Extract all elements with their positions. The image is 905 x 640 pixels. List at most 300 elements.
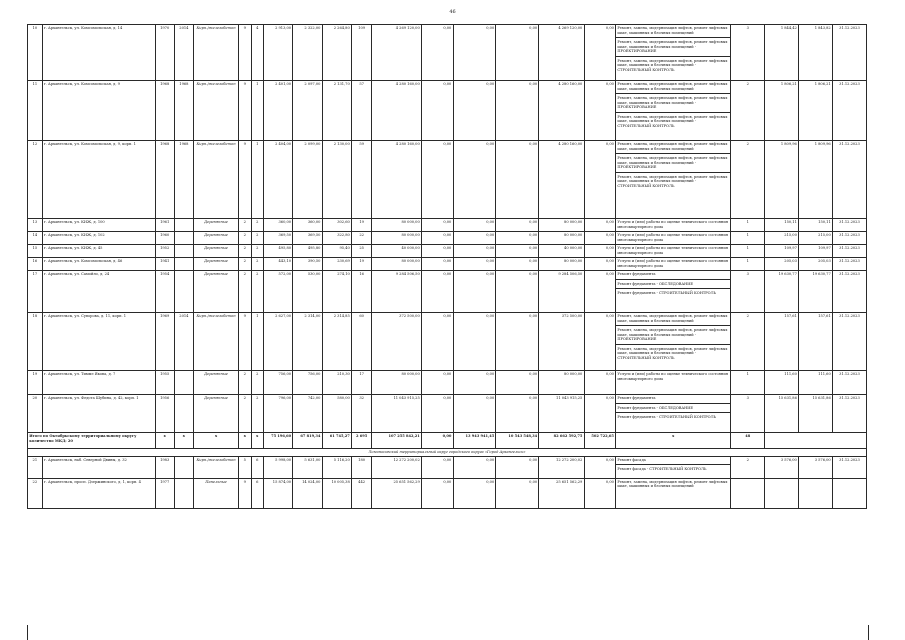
cell-p2: 215,00: [799, 232, 833, 245]
cell-y1: 1968: [155, 81, 174, 141]
cell-n: 57: [351, 81, 371, 141]
cell-own: 9 284 506,50: [539, 271, 584, 313]
work-item: Ремонт, замена, модернизация лифтов, ремонт лифтовых шахт, машинных и блочных помещений: [617, 142, 728, 151]
cell-fl: 9: [239, 313, 251, 371]
cell-a1: 2 404,00: [263, 141, 292, 219]
cell-y2: [174, 478, 193, 508]
cell-y2: 1968: [174, 81, 193, 141]
cell-fl: 9: [239, 478, 251, 508]
total-own: 82 662 592,75: [539, 433, 584, 449]
cell-a1: 5 998,00: [263, 456, 292, 478]
cell-y2: [174, 271, 193, 313]
cell-y2: 2014: [174, 313, 193, 371]
cell-z1: 0,00: [421, 81, 453, 141]
total-dash: x: [251, 433, 263, 449]
cell-y1: 1956: [155, 395, 174, 433]
cell-z2: 0,00: [453, 371, 496, 395]
cell-y1: 1955: [155, 371, 174, 395]
cell-no: 14: [28, 232, 43, 245]
cell-n: 180: [351, 456, 371, 478]
cell-z3: 0,00: [496, 81, 539, 141]
cell-cost: 80 000,00: [372, 258, 422, 271]
work-item: Ремонт, замена, модернизация лифтов, ремонт лифтовых шахт, машинных и блочных помещений - ПРОЕКТИРОВАНИЕ: [616, 325, 730, 342]
cell-y1: 1941: [155, 258, 174, 271]
total-empty: [765, 433, 867, 449]
cell-cost: 80 000,00: [372, 371, 422, 395]
total-z1: 0,00: [421, 433, 453, 449]
cell-no: 19: [28, 371, 43, 395]
cell-works: [616, 141, 731, 219]
cell-z3: 0,00: [496, 141, 539, 219]
work-item: Ремонт, замена, модернизация лифтов, ремонт лифтовых шахт, машинных и блочных помещений - СТРОИТЕЛЬНЫЙ КОНТРОЛЬ: [616, 344, 730, 361]
cell-mat: Деревянные: [193, 232, 238, 245]
cell-en: 2: [251, 371, 263, 395]
cell-a3: 2 264,80: [322, 25, 351, 81]
cell-a2: 390,50: [293, 258, 322, 271]
cell-addr: г. Архангельск, ул. КИЖ, д. 102: [42, 232, 155, 245]
cell-date: 31.12.2023: [832, 245, 866, 258]
work-item: Ремонт фундамента - ОБСЛЕДОВАНИЕ: [616, 403, 730, 411]
cell-a2: 14 024,00: [293, 478, 322, 508]
cell-k: 1: [731, 258, 765, 271]
cell-addr: г. Архангельск, ул. КИЖ, д. 100: [42, 219, 155, 232]
cell-cost: 25 651 562,29: [372, 478, 422, 508]
cell-a3: 10 005,38: [322, 478, 351, 508]
cell-addr: г. Архангельск, ул. Комсомольская, д. 14: [42, 25, 155, 81]
cell-no: 16: [28, 258, 43, 271]
cell-a2: 530,00: [293, 271, 322, 313]
cell-k: 3: [731, 271, 765, 313]
cell-mat: Деревянные: [193, 245, 238, 258]
cell-a3: 322,80: [322, 232, 351, 245]
cell-n: 25: [351, 245, 371, 258]
cell-no: 21: [28, 456, 43, 478]
work-item: Ремонт фасада: [617, 457, 646, 462]
work-item: Услуги и (или) работы по оценке технического состояния многоквартирного дома: [617, 372, 728, 381]
cell-p2: 157,61: [799, 313, 833, 371]
table-row: [28, 25, 867, 81]
cell-date: 31.12.2023: [832, 456, 866, 478]
cell-en: 4: [251, 25, 263, 81]
cell-own: 12 272 200,02: [539, 456, 584, 478]
cell-z3: 0,00: [496, 25, 539, 81]
cell-k: 1: [731, 245, 765, 258]
cell-works: [616, 25, 731, 81]
cell-z1: 0,00: [421, 25, 453, 81]
district-header: Ломоносовский территориальный округ городского округа «Город Архангельск»: [28, 449, 867, 457]
cell-n: 109: [351, 25, 371, 81]
cell-addr: г. Архангельск, ул. КИЖ, д. 45: [42, 245, 155, 258]
cell-a3: 210,30: [322, 371, 351, 395]
cell-z1: 0,00: [421, 245, 453, 258]
cell-z2: 0,00: [453, 258, 496, 271]
cell-z4: 0,00: [584, 219, 616, 232]
total-a2: 67 819,34: [293, 433, 322, 449]
cell-works: [616, 478, 731, 508]
cell-a2: 2 097,00: [293, 81, 322, 141]
district-header-row: [28, 449, 867, 457]
cell-z1: 0,00: [421, 219, 453, 232]
cell-mat: Деревянные: [193, 219, 238, 232]
cell-k: 2: [731, 313, 765, 371]
cell-y2: [174, 245, 193, 258]
cell-z3: 0,00: [496, 313, 539, 371]
cell-a3: 230,69: [322, 258, 351, 271]
cell-addr: г. Архангельск, ул. Самойло, д. 24: [42, 271, 155, 313]
cell-p2: 1 843,82: [799, 25, 833, 81]
cell-addr: г. Архангельск, ул. Комсомольская, д. 9: [42, 81, 155, 141]
cell-cost: 80 000,00: [372, 232, 422, 245]
cell-mat: Кирп./железобетон: [193, 456, 238, 478]
cell-date: 31.12.2023: [832, 219, 866, 232]
cell-k: [731, 478, 765, 508]
cell-z4: 0,00: [584, 371, 616, 395]
cell-z1: 0,00: [421, 141, 453, 219]
cell-z1: 0,00: [421, 371, 453, 395]
cell-k: 3: [731, 25, 765, 81]
cell-a3: 2 130,00: [322, 141, 351, 219]
work-item: Ремонт, замена, модернизация лифтов, ремонт лифтовых шахт, машинных и блочных помещений: [617, 314, 728, 323]
cell-a1: 443,10: [263, 258, 292, 271]
cell-y1: 1977: [155, 478, 174, 508]
cell-p1: 19 630,77: [765, 271, 799, 313]
cell-y2: [174, 395, 193, 433]
cell-en: 2: [251, 271, 263, 313]
cell-z1: 0,00: [421, 258, 453, 271]
work-item: Ремонт фундамента: [617, 272, 656, 276]
cell-z4: 0,00: [584, 25, 616, 81]
cell-addr: г. Архангельск, ул. Суворова, д. 11, корп. 1: [42, 313, 155, 371]
cell-p1: 1 844,42: [765, 25, 799, 81]
cell-mat: Кирп./железобетон: [193, 81, 238, 141]
cell-addr: г. Архангельск, ул. Тимме Якова, д. 7: [42, 371, 155, 395]
cell-own: 4 280 160,00: [539, 81, 584, 141]
cell-no: 22: [28, 478, 43, 508]
cell-date: 31.12.2023: [832, 395, 866, 433]
cell-a3: 302,60: [322, 219, 351, 232]
table-row: [28, 219, 867, 232]
cell-cost: 4 269 120,00: [372, 25, 422, 81]
cell-n: 60: [351, 313, 371, 371]
cell-own: 40 000,00: [539, 245, 584, 258]
cell-p1: 1 806,21: [765, 81, 799, 141]
cell-p2: 19 630,77: [799, 271, 833, 313]
cell-y2: [174, 456, 193, 478]
cell-date: 31.12.2023: [832, 25, 866, 81]
cell-n: 19: [351, 219, 371, 232]
cell-a2: 360,00: [293, 219, 322, 232]
table-row: [28, 456, 867, 478]
work-item: Ремонт, замена, модернизация лифтов, ремонт лифтовых шахт, машинных и блочных помещений: [617, 26, 728, 35]
cell-z2: 0,00: [453, 245, 496, 258]
cell-n: 16: [351, 271, 371, 313]
cell-own: 11 043 915,25: [539, 395, 584, 433]
cell-own: 4 280 160,00: [539, 141, 584, 219]
cell-n: 442: [351, 478, 371, 508]
table-row: [28, 271, 867, 313]
cell-n: 22: [351, 232, 371, 245]
cell-mat: Панельные: [193, 478, 238, 508]
cell-z3: 0,00: [496, 271, 539, 313]
table-row: [28, 258, 867, 271]
cell-cost: 11 043 915,25: [372, 395, 422, 433]
cell-z2: 0,00: [453, 478, 496, 508]
cell-a1: 572,00: [263, 271, 292, 313]
cell-z2: 0,00: [453, 141, 496, 219]
table-row: [28, 81, 867, 141]
cell-z4: 0,00: [584, 258, 616, 271]
cell-z1: 0,00: [421, 232, 453, 245]
cell-z3: 0,00: [496, 232, 539, 245]
cell-p2: 1 806,21: [799, 81, 833, 141]
work-item: Ремонт фундамента - ОБСЛЕДОВАНИЕ: [616, 279, 730, 287]
cell-a1: 2 913,00: [263, 25, 292, 81]
cell-no: 20: [28, 395, 43, 433]
cell-mat: Деревянные: [193, 395, 238, 433]
cell-en: 2: [251, 258, 263, 271]
table-row: [28, 478, 867, 508]
cell-en: 6: [251, 456, 263, 478]
table-row: [28, 395, 867, 433]
cell-z2: 0,00: [453, 271, 496, 313]
cell-z4: 0,00: [584, 395, 616, 433]
cell-fl: 2: [239, 232, 251, 245]
cell-z3: 0,00: [496, 245, 539, 258]
cell-y1: 1952: [155, 245, 174, 258]
cell-works: [616, 395, 731, 433]
cell-y1: 1969: [155, 313, 174, 371]
work-item: Ремонт, замена, модернизация лифтов, ремонт лифтовых шахт, машинных и блочных помещений - СТРОИТЕЛЬНЫЙ КОНТРОЛЬ: [616, 112, 730, 129]
cell-fl: 9: [239, 141, 251, 219]
total-z2: 13 943 941,45: [453, 433, 496, 449]
cell-en: 6: [251, 478, 263, 508]
total-z3: 10 543 548,34: [496, 433, 539, 449]
cell-a1: 495,80: [263, 245, 292, 258]
work-item: Услуги и (или) работы по оценке технического состояния многоквартирного дома: [617, 259, 728, 268]
cell-cost: 372 500,00: [372, 313, 422, 371]
total-dash: x: [239, 433, 251, 449]
cell-a3: 2 314,85: [322, 313, 351, 371]
cell-z1: 0,00: [421, 395, 453, 433]
cell-own: 80 000,00: [539, 219, 584, 232]
cell-a1: 796,00: [263, 395, 292, 433]
cell-own: 25 651 562,29: [539, 478, 584, 508]
cell-k: 1: [731, 371, 765, 395]
cell-y1: 1968: [155, 141, 174, 219]
cell-n: 59: [351, 141, 371, 219]
work-item: Ремонт, замена, модернизация лифтов, ремонт лифтовых шахт, машинных и блочных помещений - ПРОЕКТИРОВАНИЕ: [616, 37, 730, 54]
cell-addr: г. Архангельск, наб. Северной Двины, д. 32: [42, 456, 155, 478]
total-a1: 75 196,60: [263, 433, 292, 449]
cell-z3: 0,00: [496, 478, 539, 508]
cell-no: 11: [28, 81, 43, 141]
cell-no: 17: [28, 271, 43, 313]
cell-cost: 40 000,00: [372, 245, 422, 258]
cell-p1: 15 631,86: [765, 395, 799, 433]
cell-a2: 2 314,00: [293, 313, 322, 371]
total-z4: 502 722,65: [584, 433, 616, 449]
cell-fl: 2: [239, 371, 251, 395]
cell-date: 31.12.2023: [832, 313, 866, 371]
cell-a2: 2 099,00: [293, 141, 322, 219]
cell-k: 1: [731, 219, 765, 232]
cell-fl: 2: [239, 258, 251, 271]
cell-y1: 1954: [155, 271, 174, 313]
cell-z3: 0,00: [496, 371, 539, 395]
cell-a2: 495,80: [293, 245, 322, 258]
work-item: Ремонт, замена, модернизация лифтов, ремонт лифтовых шахт, машинных и блочных помещений: [617, 82, 728, 91]
total-works: x: [616, 433, 731, 449]
cell-p2: 15 631,86: [799, 395, 833, 433]
cell-z2: 0,00: [453, 232, 496, 245]
cell-n: 32: [351, 395, 371, 433]
cell-z4: 0,00: [584, 81, 616, 141]
cell-date: 31.12.2023: [832, 81, 866, 141]
cell-p1: 111,60: [765, 371, 799, 395]
cell-p2: 3 576,00: [799, 456, 833, 478]
cell-date: 31.12.2023: [832, 232, 866, 245]
cell-p1: 205,03: [765, 258, 799, 271]
cell-z3: 0,00: [496, 395, 539, 433]
cell-y2: [174, 232, 193, 245]
cell-works: [616, 271, 731, 313]
cell-a3: 2 131,70: [322, 81, 351, 141]
cell-mat: Кирп./железобетон: [193, 141, 238, 219]
cell-z1: 0,00: [421, 478, 453, 508]
cell-z2: 0,00: [453, 395, 496, 433]
cell-z4: 0,00: [584, 456, 616, 478]
table-row: [28, 371, 867, 395]
total-n: 2 695: [351, 433, 371, 449]
total-row: [28, 433, 867, 449]
cell-a1: 369,50: [263, 232, 292, 245]
total-cost: 107 255 842,21: [372, 433, 422, 449]
cell-fl: 9: [239, 25, 251, 81]
cell-en: 2: [251, 219, 263, 232]
cell-en: 1: [251, 313, 263, 371]
cell-y1: 1960: [155, 232, 174, 245]
table-row: [28, 232, 867, 245]
cell-y2: [174, 219, 193, 232]
cell-works: [616, 81, 731, 141]
cell-a2: 5 631,00: [293, 456, 322, 478]
cell-date: 31.12.2023: [832, 258, 866, 271]
cell-en: 2: [251, 245, 263, 258]
cell-own: 372 500,00: [539, 313, 584, 371]
cell-own: 80 000,00: [539, 258, 584, 271]
cell-mat: Деревянные: [193, 271, 238, 313]
page-bottom-edge: [27, 625, 869, 640]
cell-k: 2: [731, 81, 765, 141]
cell-cost: 12 272 200,02: [372, 456, 422, 478]
cell-z4: 0,00: [584, 313, 616, 371]
cell-p1: 3 576,00: [765, 456, 799, 478]
cell-date: 31.12.2023: [832, 371, 866, 395]
total-dash: x: [155, 433, 174, 449]
cell-p1: [765, 478, 799, 508]
cell-z2: 0,00: [453, 313, 496, 371]
work-item: Ремонт фасада - СТРОИТЕЛЬНЫЙ КОНТРОЛЬ: [616, 464, 730, 472]
total-a3: 61 745,27: [322, 433, 351, 449]
cell-z4: 0,00: [584, 271, 616, 313]
cell-z2: 0,00: [453, 81, 496, 141]
cell-p2: 111,60: [799, 371, 833, 395]
cell-p1: 109,97: [765, 245, 799, 258]
cell-works: [616, 313, 731, 371]
cell-z4: 0,00: [584, 478, 616, 508]
table-row: [28, 141, 867, 219]
cell-k: 1: [731, 232, 765, 245]
cell-own: 80 000,00: [539, 232, 584, 245]
cell-a1: 756,00: [263, 371, 292, 395]
work-item: Ремонт, замена, модернизация лифтов, ремонт лифтовых шахт, машинных и блочных помещений: [617, 479, 728, 488]
work-item: Ремонт фундамента: [617, 396, 656, 400]
cell-k: 3: [731, 395, 765, 433]
work-item: Услуги и (или) работы по оценке технического состояния многоквартирного дома: [617, 246, 728, 255]
total-dash: x: [174, 433, 193, 449]
cell-p1: 1 809,96: [765, 141, 799, 219]
cell-a3: 5 116,20: [322, 456, 351, 478]
total-dash: x: [193, 433, 238, 449]
work-item: Услуги и (или) работы по оценке технического состояния многоквартирного дома: [617, 220, 728, 229]
cell-k: 2: [731, 141, 765, 219]
cell-addr: г. Архангельск, ул. Комсомольская, д. 46: [42, 258, 155, 271]
cell-works: [616, 232, 731, 245]
cell-mat: Кирп./железобетон: [193, 25, 238, 81]
cell-mat: Деревянные: [193, 371, 238, 395]
cell-fl: 5: [239, 456, 251, 478]
cell-works: [616, 219, 731, 232]
cell-a1: 360,00: [263, 219, 292, 232]
cell-no: 10: [28, 25, 43, 81]
cell-addr: г. Архангельск, ул. Комсомольская, д. 9, корп. 1: [42, 141, 155, 219]
table-row: [28, 245, 867, 258]
cell-z4: 0,00: [584, 245, 616, 258]
work-item: Ремонт фундамента - СТРОИТЕЛЬНЫЙ КОНТРОЛЬ: [616, 288, 730, 296]
cell-k: 2: [731, 456, 765, 478]
work-item: Ремонт фундамента - СТРОИТЕЛЬНЫЙ КОНТРОЛЬ: [616, 412, 730, 420]
cell-a1: 2 627,00: [263, 313, 292, 371]
cell-y2: [174, 258, 193, 271]
cell-p2: [799, 478, 833, 508]
cell-en: 2: [251, 395, 263, 433]
cell-z1: 0,00: [421, 271, 453, 313]
table-row: [28, 313, 867, 371]
cell-date: 31.12.2023: [832, 141, 866, 219]
cell-works: [616, 371, 731, 395]
cell-own: 4 269 120,00: [539, 25, 584, 81]
cell-cost: 4 280 160,00: [372, 81, 422, 141]
cell-own: 80 000,00: [539, 371, 584, 395]
work-item: Ремонт, замена, модернизация лифтов, ремонт лифтовых шахт, машинных и блочных помещений - ПРОЕКТИРОВАНИЕ: [616, 93, 730, 110]
cell-y2: [174, 371, 193, 395]
cell-z2: 0,00: [453, 219, 496, 232]
cell-no: 12: [28, 141, 43, 219]
cell-p2: 205,03: [799, 258, 833, 271]
cell-y1: 1983: [155, 456, 174, 478]
cell-y1: 1970: [155, 25, 174, 81]
cell-p2: 109,97: [799, 245, 833, 258]
cell-en: 1: [251, 141, 263, 219]
work-item: Услуги и (или) работы по оценке технического состояния многоквартирного дома: [617, 233, 728, 242]
cell-no: 18: [28, 313, 43, 371]
cell-p1: 150,11: [765, 219, 799, 232]
cell-works: [616, 245, 731, 258]
cell-fl: 9: [239, 81, 251, 141]
total-k: 48: [731, 433, 765, 449]
cell-fl: 2: [239, 245, 251, 258]
cell-addr: г. Архангельск, просп. Дзержинского, д. 1, корп. 4: [42, 478, 155, 508]
